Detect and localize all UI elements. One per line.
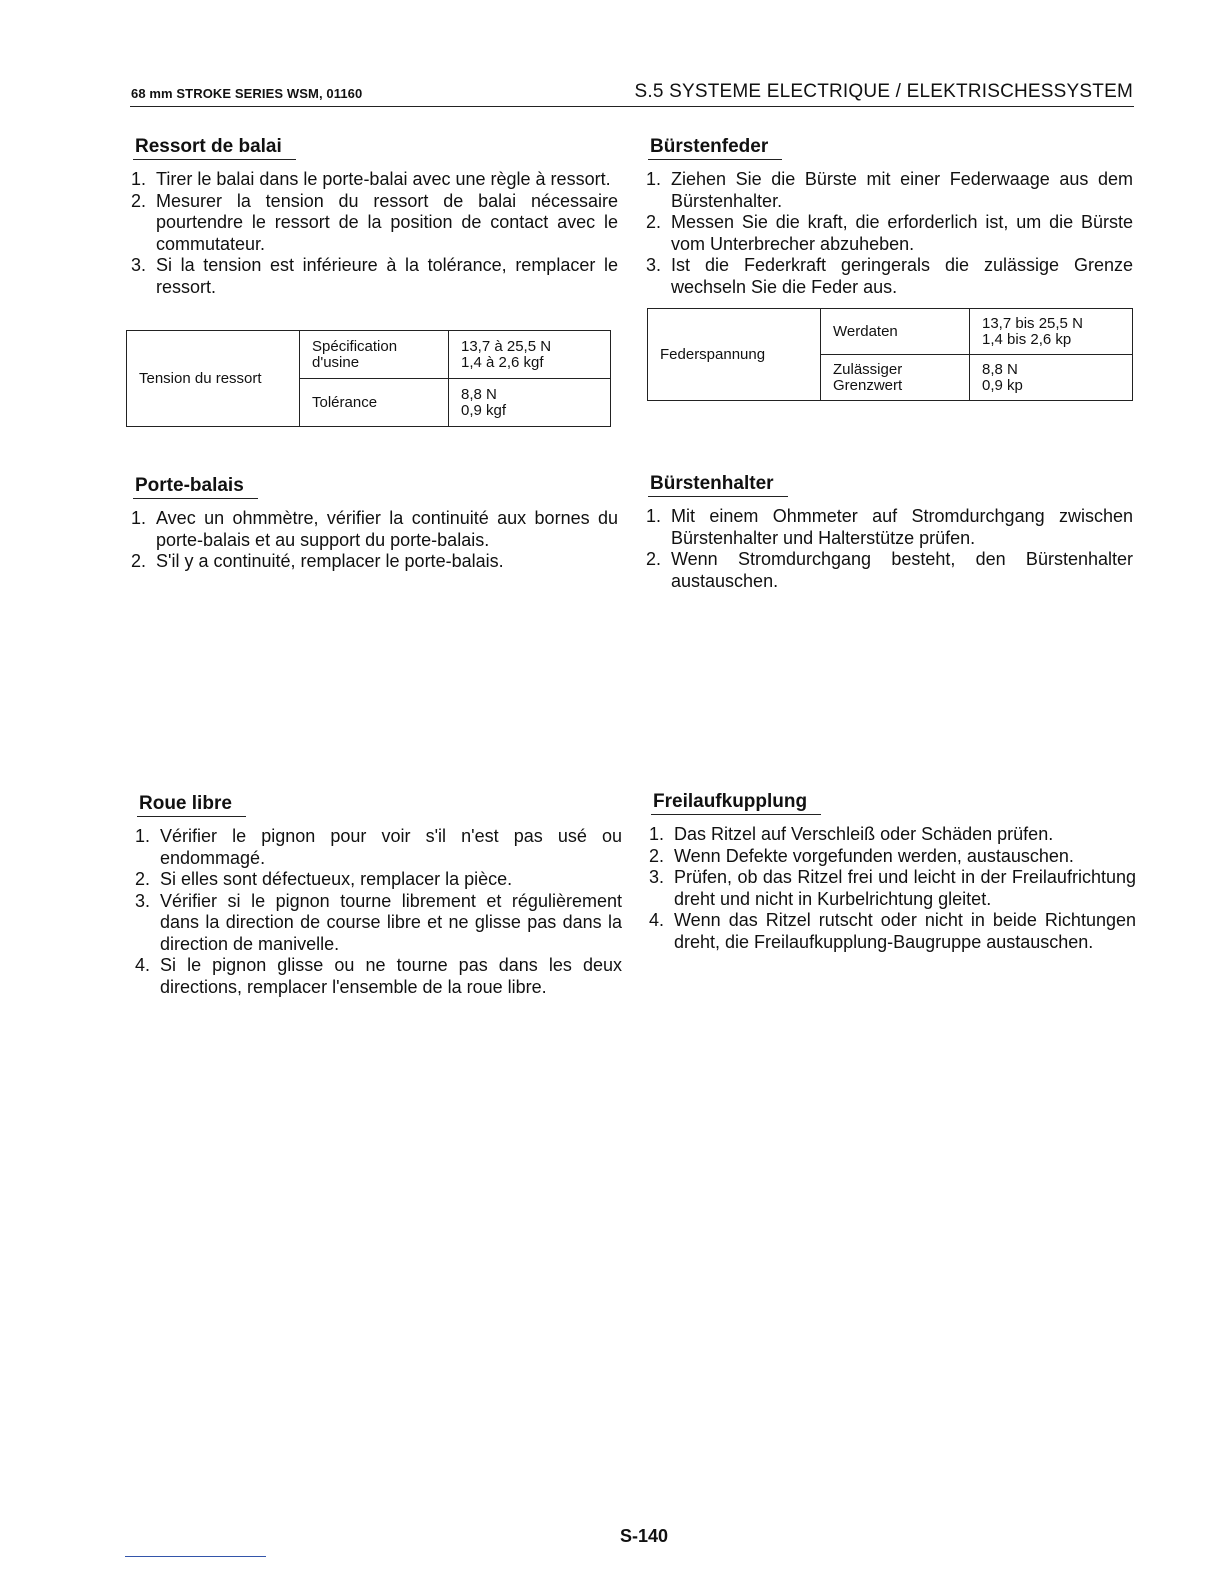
list-item: 4. Si le pignon glisse ou ne tourne pas dans les deux directions, remplacer l'ensemble de la roue libre. xyxy=(135,955,622,997)
section-ressort-de xyxy=(646,136,1133,298)
page-number-footer xyxy=(0,1526,1224,1547)
section-porte-fr xyxy=(131,475,618,573)
section-roue-fr xyxy=(135,793,622,998)
section-title: Freilaufkupplung xyxy=(651,791,821,815)
list-item: 1. Avec un ohmmètre, vérifier la continuité aux bornes du porte-balais et au support du porte-balais. xyxy=(131,508,618,550)
step-list xyxy=(646,169,1133,298)
list-item: 2. Wenn Stromdurchgang besteht, den Bürstenhalter austauschen. xyxy=(646,549,1133,591)
list-item: 3. Vérifier si le pignon tourne librement et régulièrement dans la direction de course libre et ne glisse pas dans la direction de manivelle. xyxy=(135,890,622,954)
table-cell: 13,7 à 25,5 N 1,4 à 2,6 kgf xyxy=(449,331,611,379)
spec-table-fr xyxy=(126,330,611,427)
header-rule xyxy=(130,106,1134,107)
spec-table-de xyxy=(647,308,1133,401)
section-title: Bürstenhalter xyxy=(648,473,788,497)
step-list xyxy=(649,824,1136,953)
running-header-right: S.5 SYSTEME ELECTRIQUE / ELEKTRISCHESSYSTEM xyxy=(634,81,1133,102)
table-cell: Zulässiger Grenzwert xyxy=(821,355,970,401)
list-item: 4. Wenn das Ritzel rutscht oder nicht in beide Richtungen dreht, die Freilaufkupplung-Baugruppe austauschen. xyxy=(649,910,1136,952)
list-item: 3. Prüfen, ob das Ritzel frei und leicht in der Freilaufrichtung dreht und nicht in Kurbelrichtung gleitet. xyxy=(649,867,1136,909)
table-cell: Tolérance xyxy=(300,379,449,427)
list-item: 3. Si la tension est inférieure à la tolérance, remplacer le ressort. xyxy=(131,255,618,297)
list-item: 3. Ist die Federkraft geringerals die zulässige Grenze wechseln Sie die Feder aus. xyxy=(646,255,1133,297)
table-label: Federspannung xyxy=(648,309,821,401)
list-item: 2. Si elles sont défectueux, remplacer la pièce. xyxy=(135,869,513,889)
table-cell: Spécification d'usine xyxy=(300,331,449,379)
section-roue-de xyxy=(649,791,1136,953)
section-ressort-fr xyxy=(131,136,618,298)
table-cell: 8,8 N 0,9 kgf xyxy=(449,379,611,427)
list-item: 2. Mesurer la tension du ressort de balai nécessaire pourtendre le ressort de la position de contact avec le commutateur. xyxy=(131,190,618,254)
step-list xyxy=(646,506,1133,592)
table-cell: Werdaten xyxy=(821,309,970,355)
step-list xyxy=(135,826,622,998)
scan-artifact-line xyxy=(125,1556,266,1557)
list-item: 1. Tirer le balai dans le porte-balai avec une règle à ressort. xyxy=(131,169,611,189)
table-cell: 13,7 bis 25,5 N 1,4 bis 2,6 kp xyxy=(970,309,1133,355)
list-item: 1. Vérifier le pignon pour voir s'il n'est pas usé ou endommagé. xyxy=(135,826,622,868)
running-header-left: 68 mm STROKE SERIES WSM, 01160 xyxy=(131,86,363,101)
section-title: Porte-balais xyxy=(133,475,258,499)
list-item: 1. Ziehen Sie die Bürste mit einer Federwaage aus dem Bürstenhalter. xyxy=(646,169,1133,211)
section-porte-de xyxy=(646,473,1133,592)
table-cell: 8,8 N 0,9 kp xyxy=(970,355,1133,401)
list-item: 2. S'il y a continuité, remplacer le porte-balais. xyxy=(131,551,504,571)
page-number: S-140 xyxy=(619,1526,669,1546)
section-title: Bürstenfeder xyxy=(648,136,782,160)
list-item: 2. Messen Sie die kraft, die erforderlich ist, um die Bürste vom Unterbrecher abzuheben. xyxy=(646,212,1133,254)
section-title: Ressort de balai xyxy=(133,136,296,160)
step-list xyxy=(131,169,618,298)
list-item: 1. Das Ritzel auf Verschleiß oder Schäden prüfen. xyxy=(649,824,1054,844)
step-list xyxy=(131,508,618,573)
section-title: Roue libre xyxy=(137,793,246,817)
table-label: Tension du ressort xyxy=(127,331,300,427)
list-item: 2. Wenn Defekte vorgefunden werden, austauschen. xyxy=(649,845,1074,866)
list-item: 1. Mit einem Ohmmeter auf Stromdurchgang zwischen Bürstenhalter und Halterstütze prüfen. xyxy=(646,506,1133,548)
